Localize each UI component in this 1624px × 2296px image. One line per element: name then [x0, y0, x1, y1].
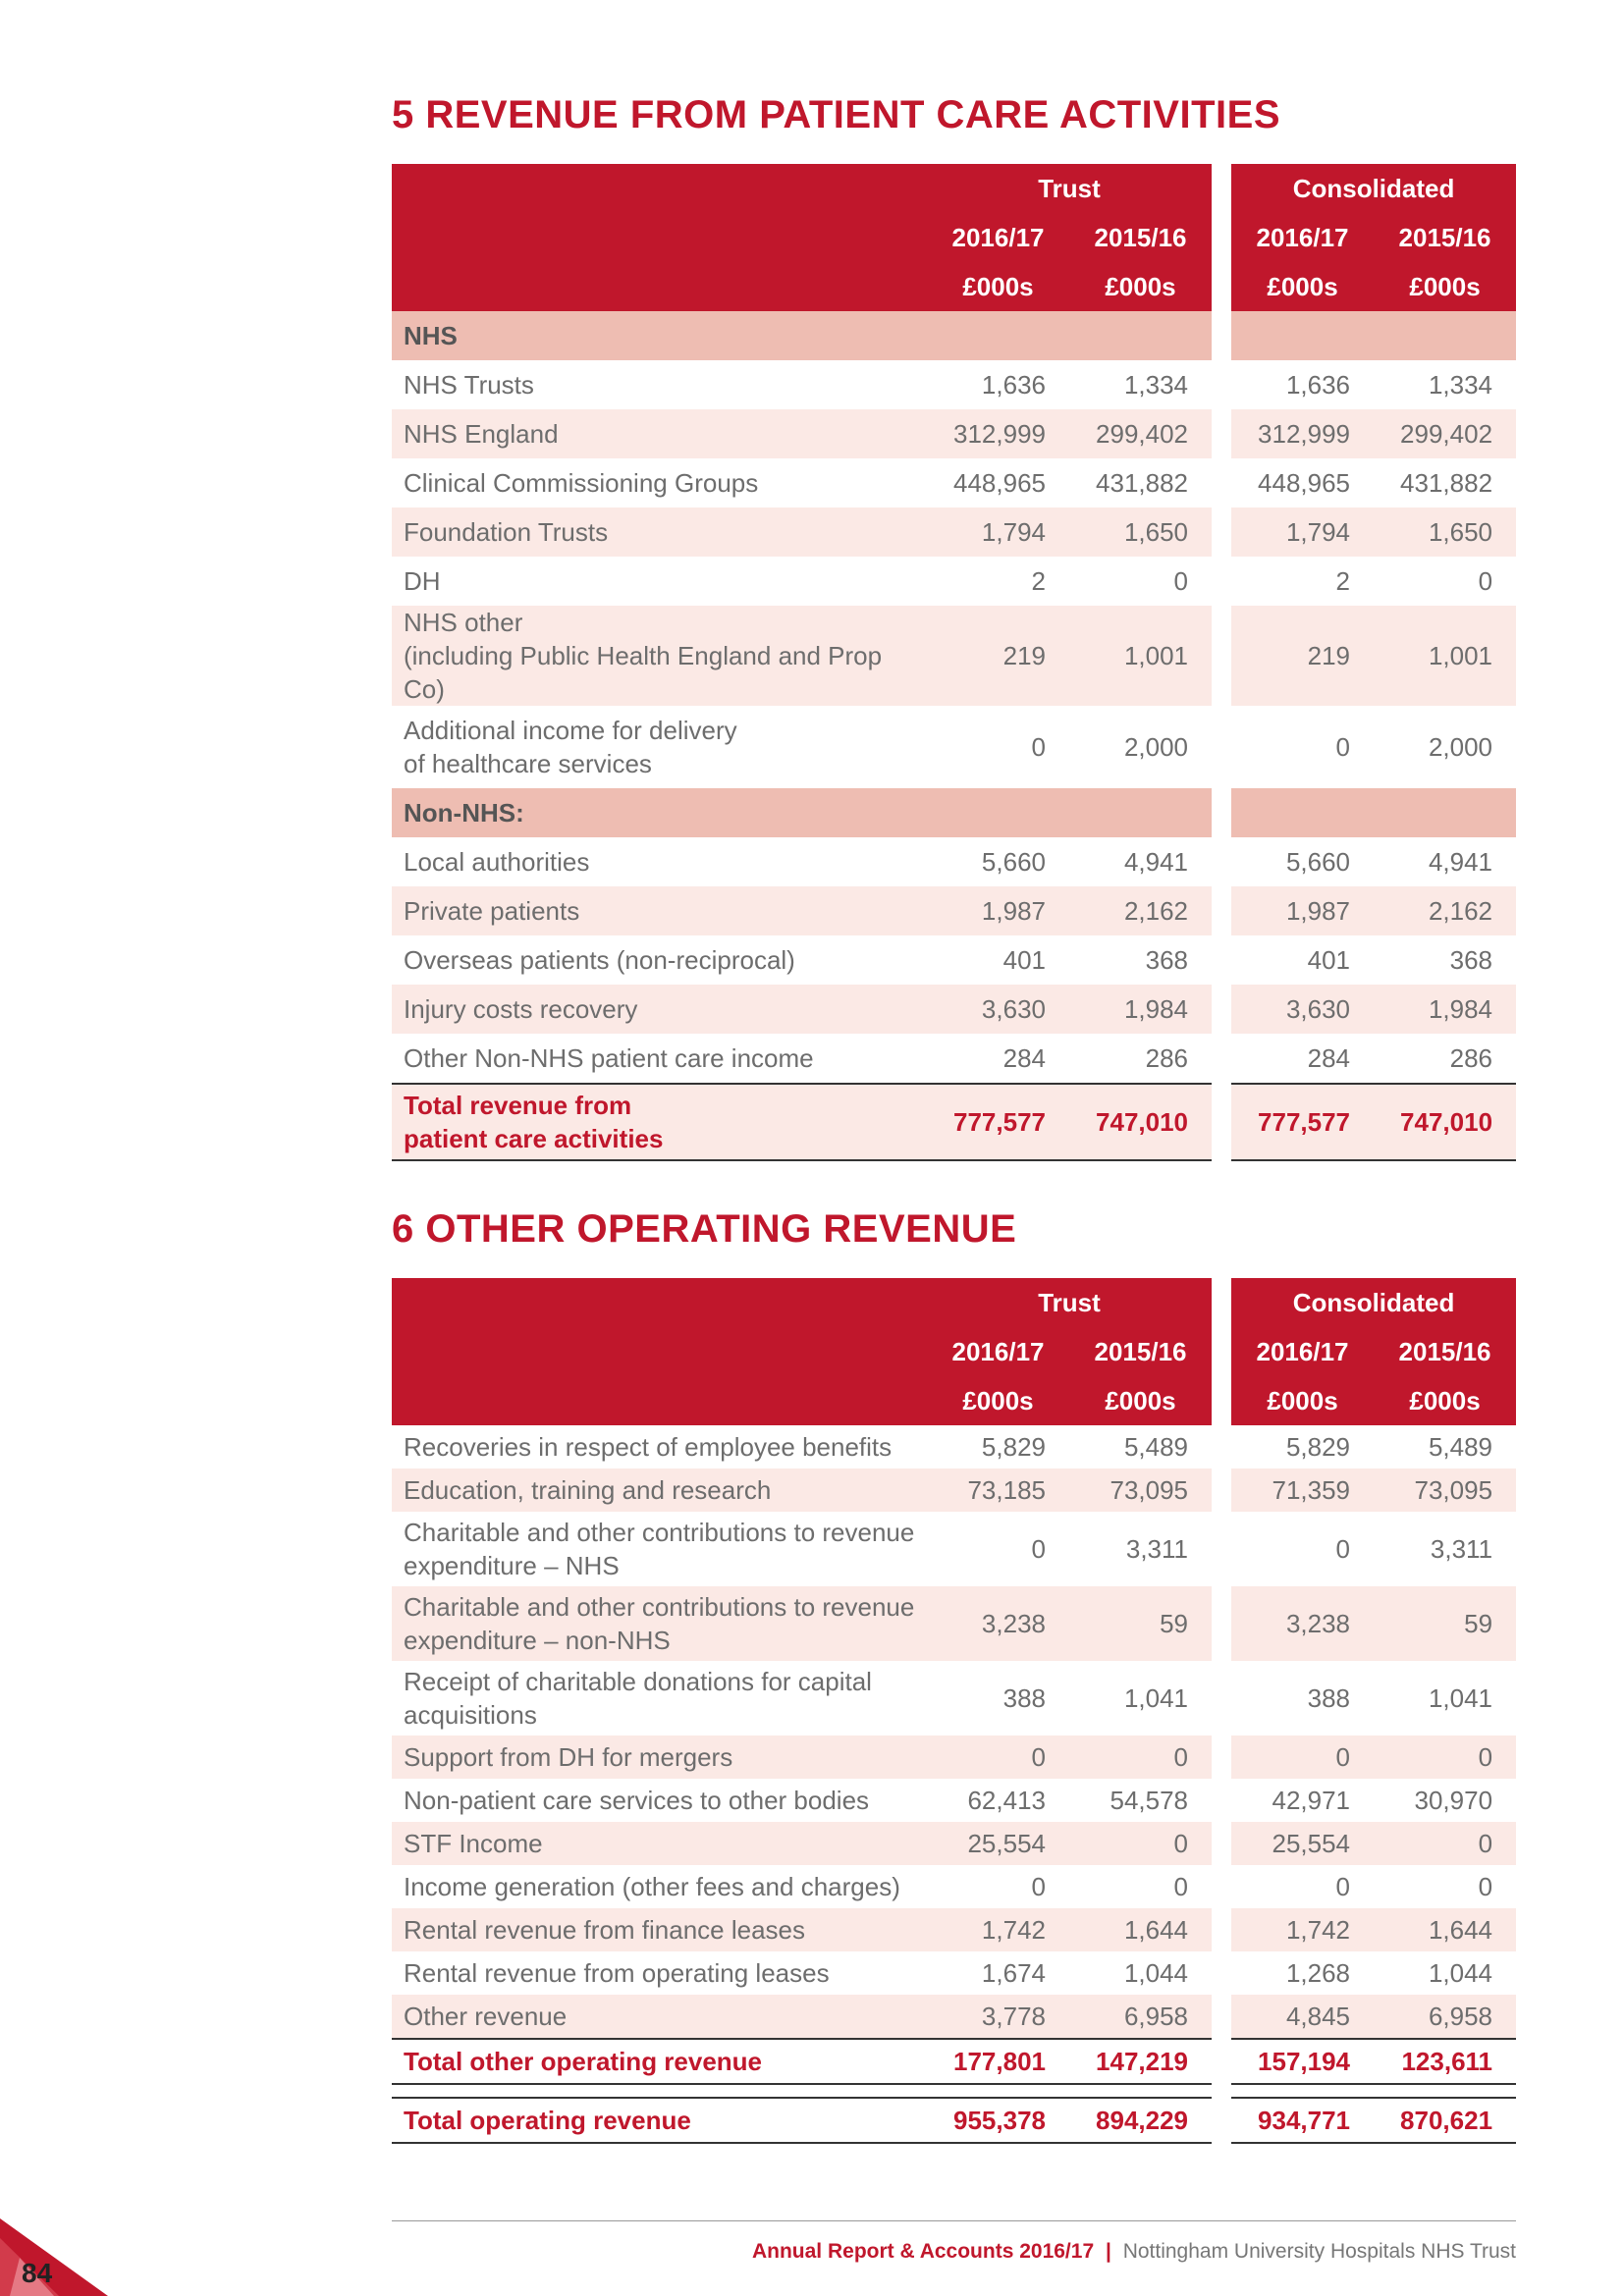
value-cell: 1,041 — [1428, 1682, 1493, 1713]
value-cell: 0 — [1031, 1871, 1046, 1901]
value-cell: 1,636 — [1285, 369, 1351, 400]
total-label-line: Total revenue from — [404, 1091, 632, 1120]
value-cell: 73,095 — [1374, 1468, 1516, 1512]
value-cell: 2,162 — [1069, 886, 1212, 935]
total-value: 747,010 — [1374, 1084, 1516, 1160]
table-row — [392, 837, 1516, 886]
total-value: 934,771 — [1231, 2098, 1374, 2143]
row-label: DH — [404, 566, 441, 596]
value-cell: 42,971 — [1272, 1785, 1351, 1815]
year-header: 2015/16 — [1069, 213, 1212, 262]
value-cell: 284 — [1002, 1042, 1046, 1073]
value-cell: 1,984 — [1069, 985, 1212, 1034]
value-cell: 431,882 — [1400, 467, 1493, 498]
table-row — [392, 1995, 1516, 2039]
value-cell: 368 — [1145, 944, 1189, 975]
row-label: Injury costs recovery — [392, 985, 927, 1034]
value-cell: 73,185 — [927, 1468, 1069, 1512]
row-label: NHS England — [392, 409, 927, 458]
category-label: Non-NHS: — [392, 788, 927, 837]
value-cell: 25,554 — [1231, 1822, 1374, 1865]
value-cell: 3,238 — [927, 1586, 1069, 1661]
unit-header: £000s — [1231, 1376, 1374, 1425]
table-row — [392, 1951, 1516, 1995]
table-row — [392, 458, 1516, 507]
table-header-row — [392, 1278, 1516, 1327]
trust-column-group: Trust — [927, 164, 1212, 213]
table-row — [392, 507, 1516, 557]
total-value: 777,577 — [1231, 1084, 1374, 1160]
table-header-row — [392, 1327, 1516, 1376]
value-cell: 3,238 — [1231, 1586, 1374, 1661]
grand-total-row — [392, 2098, 1516, 2143]
unit-header: £000s — [1374, 1376, 1516, 1425]
value-cell: 1,794 — [1231, 507, 1374, 557]
value-cell: 3,311 — [1430, 1533, 1493, 1564]
value-cell: 5,829 — [1285, 1431, 1351, 1462]
value-cell: 1,742 — [927, 1908, 1069, 1951]
value-cell: 62,413 — [967, 1785, 1046, 1815]
unit-header: £000s — [1374, 262, 1516, 311]
total-value: 777,577 — [927, 1084, 1069, 1160]
row-label-line: (including Public Health England and Prop Co) — [404, 641, 883, 704]
year-header: 2016/17 — [1231, 213, 1374, 262]
table-row — [392, 935, 1516, 985]
total-value: 894,229 — [1069, 2098, 1212, 2143]
table-row — [392, 1661, 1516, 1735]
row-label — [392, 1661, 927, 1735]
total-row — [392, 1084, 1516, 1160]
value-cell: 0 — [1478, 565, 1493, 596]
value-cell: 0 — [927, 1735, 1069, 1779]
corner-decoration — [0, 2218, 108, 2296]
row-label-line: expenditure – NHS — [404, 1551, 620, 1580]
value-cell: 0 — [1335, 731, 1351, 762]
section-6-title: 6 OTHER OPERATING REVENUE — [392, 1207, 1017, 1251]
value-cell: 0 — [1031, 1533, 1046, 1564]
spacer-row — [392, 2084, 1516, 2098]
footer-divider — [392, 2220, 1516, 2221]
value-cell: 1,334 — [1123, 369, 1189, 400]
row-label-line: acquisitions — [404, 1700, 537, 1730]
value-cell: 5,829 — [981, 1431, 1046, 1462]
value-cell: 1,044 — [1123, 1957, 1189, 1988]
value-cell: 1,987 — [927, 886, 1069, 935]
total-value: 147,219 — [1069, 2039, 1212, 2084]
value-cell: 4,941 — [1428, 846, 1493, 877]
section-5-title: 5 REVENUE FROM PATIENT CARE ACTIVITIES — [392, 93, 1280, 136]
value-cell: 71,359 — [1231, 1468, 1374, 1512]
value-cell: 368 — [1449, 944, 1493, 975]
unit-header: £000s — [1069, 262, 1212, 311]
table-row — [392, 1779, 1516, 1822]
row-label: NHS Trusts — [404, 370, 534, 400]
row-label — [392, 606, 927, 706]
value-cell: 431,882 — [1096, 467, 1189, 498]
value-cell: 30,970 — [1414, 1785, 1493, 1815]
value-cell: 5,489 — [1428, 1431, 1493, 1462]
patient-care-revenue-table — [392, 164, 1516, 1161]
value-cell: 1,041 — [1123, 1682, 1189, 1713]
value-cell: 2,000 — [1123, 731, 1189, 762]
value-cell: 1,650 — [1374, 507, 1516, 557]
total-row — [392, 2039, 1516, 2084]
row-label-line: expenditure – non-NHS — [404, 1626, 671, 1655]
organisation-name: Nottingham University Hospitals NHS Trust — [1122, 2240, 1516, 2263]
unit-header: £000s — [927, 1376, 1069, 1425]
value-cell: 3,311 — [1125, 1533, 1189, 1564]
consolidated-column-group: Consolidated — [1231, 1278, 1516, 1327]
value-cell: 286 — [1145, 1042, 1189, 1073]
value-cell: 0 — [1069, 1822, 1212, 1865]
category-label: NHS — [392, 311, 927, 360]
row-label: Support from DH for mergers — [392, 1735, 927, 1779]
table-row — [392, 1822, 1516, 1865]
total-value: 955,378 — [927, 2098, 1069, 2143]
table-row — [392, 706, 1516, 788]
row-label: STF Income — [392, 1822, 927, 1865]
report-title: Annual Report & Accounts 2016/17 — [751, 2240, 1095, 2263]
value-cell: 2 — [1335, 565, 1351, 596]
value-cell: 284 — [1307, 1042, 1351, 1073]
row-label: Other revenue — [392, 1995, 927, 2039]
value-cell: 312,999 — [927, 409, 1069, 458]
value-cell: 1,644 — [1069, 1908, 1212, 1951]
row-label: Rental revenue from operating leases — [404, 1958, 830, 1988]
consolidated-column-group: Consolidated — [1231, 164, 1516, 213]
value-cell: 299,402 — [1069, 409, 1212, 458]
row-label: Rental revenue from finance leases — [392, 1908, 927, 1951]
row-label-line: of healthcare services — [404, 749, 652, 778]
total-value: 177,801 — [927, 2039, 1069, 2084]
row-label: Overseas patients (non-reciprocal) — [404, 945, 795, 975]
row-label: Income generation (other fees and charges) — [404, 1872, 900, 1901]
total-label — [392, 1084, 927, 1160]
value-cell: 0 — [1173, 1871, 1189, 1901]
value-cell: 0 — [1374, 1735, 1516, 1779]
value-cell: 448,965 — [953, 467, 1046, 498]
trust-column-group: Trust — [927, 1278, 1212, 1327]
table-row — [392, 1034, 1516, 1084]
value-cell: 3,778 — [927, 1995, 1069, 2039]
row-label: Other Non-NHS patient care income — [404, 1043, 814, 1073]
value-cell: 73,095 — [1069, 1468, 1212, 1512]
row-label-line: NHS other — [404, 608, 523, 637]
row-label: Foundation Trusts — [392, 507, 927, 557]
table-header-row — [392, 164, 1516, 213]
value-cell: 4,845 — [1231, 1995, 1374, 2039]
table-row — [392, 886, 1516, 935]
value-cell: 1,636 — [981, 369, 1046, 400]
table-header-row — [392, 262, 1516, 311]
table-row — [392, 1908, 1516, 1951]
value-cell: 0 — [1173, 565, 1189, 596]
value-cell: 2,162 — [1374, 886, 1516, 935]
table-row — [392, 1512, 1516, 1586]
value-cell: 3,630 — [927, 985, 1069, 1034]
value-cell: 25,554 — [927, 1822, 1069, 1865]
row-label: Education, training and research — [392, 1468, 927, 1512]
table-row — [392, 1425, 1516, 1468]
table-row — [392, 409, 1516, 458]
total-label-line: patient care activities — [404, 1124, 664, 1153]
table-row — [392, 985, 1516, 1034]
year-header: 2016/17 — [1231, 1327, 1374, 1376]
value-cell: 1,644 — [1374, 1908, 1516, 1951]
row-label-line: Charitable and other contributions to revenue — [404, 1592, 915, 1622]
value-cell: 2,000 — [1428, 731, 1493, 762]
value-cell: 312,999 — [1231, 409, 1374, 458]
table-header-row — [392, 213, 1516, 262]
row-label — [392, 1512, 927, 1586]
value-cell: 4,941 — [1123, 846, 1189, 877]
row-label: Local authorities — [404, 847, 590, 877]
unit-header: £000s — [927, 262, 1069, 311]
value-cell: 1,987 — [1231, 886, 1374, 935]
total-value: 157,194 — [1231, 2039, 1374, 2084]
table-row — [392, 360, 1516, 409]
value-cell: 59 — [1374, 1586, 1516, 1661]
value-cell: 219 — [927, 606, 1069, 706]
row-label: Recoveries in respect of employee benefits — [404, 1432, 893, 1462]
page-number: 84 — [22, 2258, 53, 2288]
value-cell: 0 — [1335, 1533, 1351, 1564]
table-row — [392, 1865, 1516, 1908]
value-cell: 1,984 — [1374, 985, 1516, 1034]
row-label: Clinical Commissioning Groups — [404, 468, 759, 498]
year-header: 2016/17 — [927, 1327, 1069, 1376]
unit-header: £000s — [1231, 262, 1374, 311]
value-cell: 1,742 — [1231, 1908, 1374, 1951]
value-cell: 54,578 — [1110, 1785, 1189, 1815]
total-label: Total operating revenue — [392, 2098, 927, 2143]
table-row — [392, 606, 1516, 706]
row-label — [392, 1586, 927, 1661]
value-cell: 0 — [1478, 1871, 1493, 1901]
value-cell: 1,001 — [1069, 606, 1212, 706]
table-header-row — [392, 1376, 1516, 1425]
value-cell: 1,650 — [1069, 507, 1212, 557]
value-cell: 1,794 — [927, 507, 1069, 557]
year-header: 2015/16 — [1069, 1327, 1212, 1376]
value-cell: 1,044 — [1428, 1957, 1493, 1988]
value-cell: 448,965 — [1258, 467, 1351, 498]
value-cell: 219 — [1231, 606, 1374, 706]
value-cell: 0 — [1231, 1735, 1374, 1779]
table-row — [392, 1586, 1516, 1661]
value-cell: 3,630 — [1231, 985, 1374, 1034]
row-label-line: Additional income for delivery — [404, 716, 737, 745]
value-cell: 401 — [1307, 944, 1351, 975]
value-cell: 5,660 — [1285, 846, 1351, 877]
value-cell: 401 — [1002, 944, 1046, 975]
value-cell: 299,402 — [1374, 409, 1516, 458]
value-cell: 2 — [1031, 565, 1046, 596]
year-header: 2015/16 — [1374, 1327, 1516, 1376]
year-header: 2016/17 — [927, 213, 1069, 262]
value-cell: 388 — [1307, 1682, 1351, 1713]
row-label: Private patients — [392, 886, 927, 935]
value-cell: 0 — [1335, 1871, 1351, 1901]
page-footer — [752, 2240, 1516, 2264]
value-cell: 0 — [1031, 731, 1046, 762]
value-cell: 59 — [1069, 1586, 1212, 1661]
value-cell: 0 — [1069, 1735, 1212, 1779]
total-value: 123,611 — [1374, 2039, 1516, 2084]
row-label-line: Charitable and other contributions to revenue — [404, 1518, 915, 1547]
value-cell: 1,268 — [1285, 1957, 1351, 1988]
value-cell: 388 — [1002, 1682, 1046, 1713]
category-row-nhs — [392, 311, 1516, 360]
value-cell: 6,958 — [1069, 1995, 1212, 2039]
value-cell: 1,001 — [1374, 606, 1516, 706]
table-row — [392, 1735, 1516, 1779]
row-label-line: Receipt of charitable donations for capital — [404, 1667, 872, 1696]
value-cell: 1,334 — [1428, 369, 1493, 400]
row-label: Non-patient care services to other bodies — [404, 1786, 870, 1815]
footer-separator: | — [1105, 2240, 1111, 2263]
value-cell: 5,660 — [981, 846, 1046, 877]
value-cell: 1,674 — [981, 1957, 1046, 1988]
value-cell: 6,958 — [1374, 1995, 1516, 2039]
table-row — [392, 1468, 1516, 1512]
value-cell: 0 — [1374, 1822, 1516, 1865]
other-operating-revenue-table — [392, 1278, 1516, 2144]
total-value: 747,010 — [1069, 1084, 1212, 1160]
unit-header: £000s — [1069, 1376, 1212, 1425]
category-row-non-nhs — [392, 788, 1516, 837]
year-header: 2015/16 — [1374, 213, 1516, 262]
row-label — [392, 706, 927, 788]
value-cell: 5,489 — [1123, 1431, 1189, 1462]
table-row — [392, 557, 1516, 606]
value-cell: 286 — [1449, 1042, 1493, 1073]
total-label: Total other operating revenue — [392, 2039, 927, 2084]
total-value: 870,621 — [1374, 2098, 1516, 2143]
